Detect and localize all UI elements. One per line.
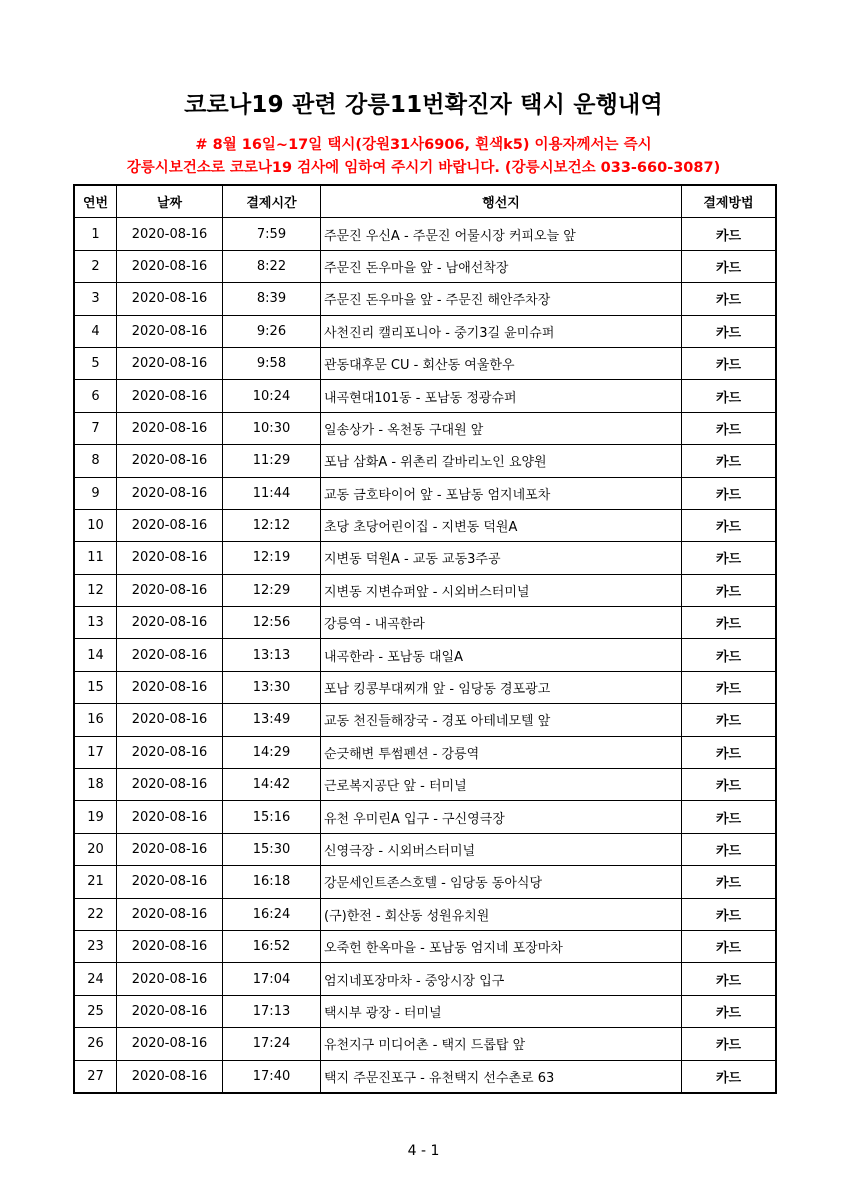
cell-payment-time: 8:39 — [223, 283, 321, 315]
cell-date: 2020-08-16 — [117, 218, 223, 250]
cell-payment-time: 13:30 — [223, 671, 321, 703]
cell-seq: 13 — [75, 607, 117, 639]
cell-date: 2020-08-16 — [117, 801, 223, 833]
table-row — [75, 801, 776, 833]
table-row — [75, 574, 776, 606]
cell-date: 2020-08-16 — [117, 930, 223, 962]
table-row — [75, 218, 776, 250]
table-row — [75, 963, 776, 995]
cell-date: 2020-08-16 — [117, 736, 223, 768]
cell-route: 포남 킹콩부대찌개 앞 - 임당동 경포광고 — [321, 671, 682, 703]
cell-route: 사천진리 캘리포니아 - 중기3길 윤미슈퍼 — [321, 315, 682, 347]
cell-payment-time: 12:56 — [223, 607, 321, 639]
table-row — [75, 315, 776, 347]
table-row — [75, 250, 776, 282]
table-row — [75, 898, 776, 930]
cell-payment-time: 14:42 — [223, 769, 321, 801]
cell-payment-method: 카드 — [682, 801, 776, 833]
cell-payment-method: 카드 — [682, 833, 776, 865]
cell-seq: 14 — [75, 639, 117, 671]
cell-route: 지변동 지변슈퍼앞 - 시외버스터미널 — [321, 574, 682, 606]
cell-seq: 20 — [75, 833, 117, 865]
cell-payment-time: 10:24 — [223, 380, 321, 412]
cell-payment-method: 카드 — [682, 574, 776, 606]
cell-payment-time: 16:18 — [223, 866, 321, 898]
cell-seq: 11 — [75, 542, 117, 574]
cell-route: 내곡현대101동 - 포남동 정광슈퍼 — [321, 380, 682, 412]
cell-route: 교동 천진들해장국 - 경포 아테네모텔 앞 — [321, 704, 682, 736]
cell-payment-time: 11:44 — [223, 477, 321, 509]
table-row — [75, 542, 776, 574]
cell-route: 신영극장 - 시외버스터미널 — [321, 833, 682, 865]
header-date: 날짜 — [117, 186, 223, 218]
cell-date: 2020-08-16 — [117, 315, 223, 347]
cell-payment-method: 카드 — [682, 315, 776, 347]
cell-route: 지변동 덕원A - 교동 교동3주공 — [321, 542, 682, 574]
cell-payment-method: 카드 — [682, 347, 776, 379]
cell-route: 강릉역 - 내곡한라 — [321, 607, 682, 639]
cell-date: 2020-08-16 — [117, 477, 223, 509]
table-row — [75, 412, 776, 444]
cell-payment-method: 카드 — [682, 445, 776, 477]
cell-date: 2020-08-16 — [117, 704, 223, 736]
cell-date: 2020-08-16 — [117, 833, 223, 865]
cell-payment-time: 17:24 — [223, 1028, 321, 1060]
cell-payment-method: 카드 — [682, 477, 776, 509]
cell-date: 2020-08-16 — [117, 445, 223, 477]
cell-payment-time: 16:24 — [223, 898, 321, 930]
cell-seq: 21 — [75, 866, 117, 898]
cell-payment-method: 카드 — [682, 736, 776, 768]
cell-payment-time: 10:30 — [223, 412, 321, 444]
cell-date: 2020-08-16 — [117, 283, 223, 315]
cell-date: 2020-08-16 — [117, 412, 223, 444]
cell-payment-time: 17:40 — [223, 1060, 321, 1092]
cell-route: (구)한전 - 회산동 성원유치원 — [321, 898, 682, 930]
cell-payment-method: 카드 — [682, 1028, 776, 1060]
cell-payment-method: 카드 — [682, 542, 776, 574]
cell-payment-time: 12:29 — [223, 574, 321, 606]
cell-route: 유천지구 미디어촌 - 택지 드롭탑 앞 — [321, 1028, 682, 1060]
cell-payment-time: 12:19 — [223, 542, 321, 574]
cell-seq: 27 — [75, 1060, 117, 1092]
cell-payment-time: 17:04 — [223, 963, 321, 995]
cell-route: 강문세인트존스호텔 - 임당동 동아식당 — [321, 866, 682, 898]
cell-payment-method: 카드 — [682, 639, 776, 671]
cell-date: 2020-08-16 — [117, 995, 223, 1027]
cell-payment-time: 8:22 — [223, 250, 321, 282]
cell-seq: 19 — [75, 801, 117, 833]
cell-route: 택지 주문진포구 - 유천택지 선수촌로 63 — [321, 1060, 682, 1092]
cell-payment-method: 카드 — [682, 412, 776, 444]
table-row — [75, 866, 776, 898]
table-row — [75, 769, 776, 801]
cell-seq: 18 — [75, 769, 117, 801]
table-row — [75, 380, 776, 412]
cell-payment-time: 15:16 — [223, 801, 321, 833]
notice-line-2: 강릉시보건소로 코로나19 검사에 임하여 주시기 바랍니다. (강릉시보건소 033-660-3087) — [126, 160, 721, 176]
table-row — [75, 445, 776, 477]
cell-payment-time: 13:49 — [223, 704, 321, 736]
cell-payment-time: 16:52 — [223, 930, 321, 962]
cell-payment-method: 카드 — [682, 607, 776, 639]
cell-payment-method: 카드 — [682, 250, 776, 282]
cell-date: 2020-08-16 — [117, 347, 223, 379]
cell-payment-time: 9:58 — [223, 347, 321, 379]
cell-route: 주문진 우신A - 주문진 어물시장 커피오늘 앞 — [321, 218, 682, 250]
cell-payment-method: 카드 — [682, 769, 776, 801]
table-row — [75, 930, 776, 962]
header-route: 행선지 — [321, 186, 682, 218]
cell-seq: 10 — [75, 509, 117, 541]
cell-date: 2020-08-16 — [117, 898, 223, 930]
header-payment-method: 결제방법 — [682, 186, 776, 218]
cell-date: 2020-08-16 — [117, 1028, 223, 1060]
taxi-route-table — [74, 185, 776, 1093]
cell-route: 유천 우미린A 입구 - 구신영극장 — [321, 801, 682, 833]
cell-route: 주문진 돈우마을 앞 - 주문진 해안주차장 — [321, 283, 682, 315]
page-number: 4 - 1 — [407, 1143, 440, 1159]
table-row — [75, 509, 776, 541]
cell-payment-time: 12:12 — [223, 509, 321, 541]
cell-route: 순긋해변 투썸펜션 - 강릉역 — [321, 736, 682, 768]
cell-date: 2020-08-16 — [117, 607, 223, 639]
cell-route: 주문진 돈우마을 앞 - 남애선착장 — [321, 250, 682, 282]
cell-date: 2020-08-16 — [117, 866, 223, 898]
cell-payment-method: 카드 — [682, 671, 776, 703]
cell-seq: 24 — [75, 963, 117, 995]
cell-date: 2020-08-16 — [117, 963, 223, 995]
cell-payment-time: 15:30 — [223, 833, 321, 865]
cell-payment-time: 11:29 — [223, 445, 321, 477]
cell-route: 근로복지공단 앞 - 터미널 — [321, 769, 682, 801]
cell-payment-time: 7:59 — [223, 218, 321, 250]
table-row — [75, 639, 776, 671]
table-row — [75, 1060, 776, 1092]
cell-date: 2020-08-16 — [117, 1060, 223, 1092]
cell-seq: 6 — [75, 380, 117, 412]
cell-route: 일송상가 - 옥천동 구대원 앞 — [321, 412, 682, 444]
cell-payment-method: 카드 — [682, 509, 776, 541]
cell-seq: 17 — [75, 736, 117, 768]
header-payment-time: 결제시간 — [223, 186, 321, 218]
cell-route: 오죽헌 한옥마을 - 포남동 엄지네 포장마차 — [321, 930, 682, 962]
cell-date: 2020-08-16 — [117, 671, 223, 703]
table-row — [75, 833, 776, 865]
cell-route: 관동대후문 CU - 회산동 여울한우 — [321, 347, 682, 379]
cell-seq: 7 — [75, 412, 117, 444]
table-row — [75, 736, 776, 768]
cell-seq: 22 — [75, 898, 117, 930]
table-row — [75, 704, 776, 736]
cell-seq: 4 — [75, 315, 117, 347]
cell-payment-time: 14:29 — [223, 736, 321, 768]
table-row — [75, 671, 776, 703]
cell-seq: 16 — [75, 704, 117, 736]
cell-payment-method: 카드 — [682, 704, 776, 736]
cell-date: 2020-08-16 — [117, 380, 223, 412]
notice-line-1: # 8월 16일~17일 택시(강원31사6906, 흰색k5) 이용자께서는 즉시 — [195, 137, 652, 153]
cell-seq: 1 — [75, 218, 117, 250]
cell-payment-method: 카드 — [682, 283, 776, 315]
cell-route: 교동 금호타이어 앞 - 포남동 엄지네포차 — [321, 477, 682, 509]
table-row — [75, 1028, 776, 1060]
table-header-row — [75, 186, 776, 218]
cell-seq: 26 — [75, 1028, 117, 1060]
cell-payment-method: 카드 — [682, 380, 776, 412]
cell-seq: 5 — [75, 347, 117, 379]
table-row — [75, 347, 776, 379]
cell-seq: 2 — [75, 250, 117, 282]
cell-date: 2020-08-16 — [117, 639, 223, 671]
cell-payment-method: 카드 — [682, 218, 776, 250]
cell-date: 2020-08-16 — [117, 250, 223, 282]
table-row — [75, 995, 776, 1027]
cell-payment-method: 카드 — [682, 930, 776, 962]
cell-route: 내곡한라 - 포남동 대일A — [321, 639, 682, 671]
cell-seq: 9 — [75, 477, 117, 509]
cell-payment-method: 카드 — [682, 963, 776, 995]
cell-route: 엄지네포장마차 - 중앙시장 입구 — [321, 963, 682, 995]
table-row — [75, 283, 776, 315]
cell-date: 2020-08-16 — [117, 769, 223, 801]
cell-date: 2020-08-16 — [117, 509, 223, 541]
cell-payment-method: 카드 — [682, 866, 776, 898]
cell-payment-time: 9:26 — [223, 315, 321, 347]
cell-route: 택시부 광장 - 터미널 — [321, 995, 682, 1027]
cell-seq: 3 — [75, 283, 117, 315]
cell-seq: 8 — [75, 445, 117, 477]
cell-payment-method: 카드 — [682, 898, 776, 930]
cell-seq: 15 — [75, 671, 117, 703]
cell-payment-time: 17:13 — [223, 995, 321, 1027]
cell-date: 2020-08-16 — [117, 542, 223, 574]
table-row — [75, 607, 776, 639]
cell-payment-method: 카드 — [682, 995, 776, 1027]
cell-date: 2020-08-16 — [117, 574, 223, 606]
page-title: 코로나19 관련 강릉11번확진자 택시 운행내역 — [184, 92, 663, 118]
table-row — [75, 477, 776, 509]
header-seq: 연번 — [75, 186, 117, 218]
cell-route: 포남 삼화A - 위촌리 갈바리노인 요양원 — [321, 445, 682, 477]
cell-payment-method: 카드 — [682, 1060, 776, 1092]
cell-payment-time: 13:13 — [223, 639, 321, 671]
cell-seq: 12 — [75, 574, 117, 606]
cell-seq: 23 — [75, 930, 117, 962]
cell-route: 초당 초당어린이집 - 지변동 덕원A — [321, 509, 682, 541]
cell-seq: 25 — [75, 995, 117, 1027]
